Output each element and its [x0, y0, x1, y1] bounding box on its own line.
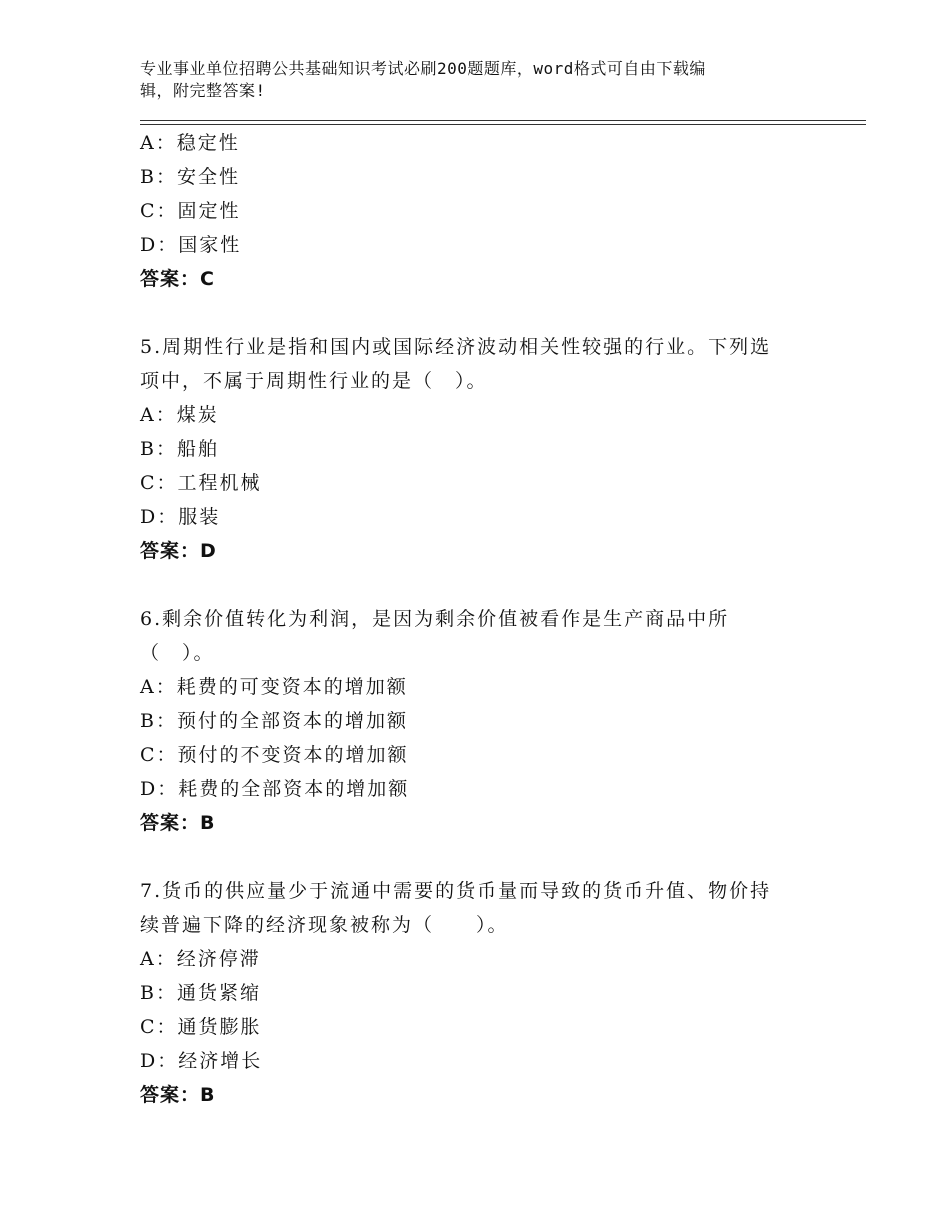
- header-line-2: 辑，附完整答案!: [140, 81, 266, 100]
- header-divider-thin: [140, 124, 866, 125]
- option-d: D：国家性: [140, 234, 242, 256]
- option-c: C：预付的不变资本的增加额: [140, 744, 409, 766]
- option-b: B：船舶: [140, 438, 219, 460]
- question-5: [140, 330, 810, 568]
- option-a: A：煤炭: [140, 404, 219, 426]
- header-divider-thick: [140, 120, 866, 121]
- option-d: D：服装: [140, 506, 221, 528]
- answer: 答案：C: [140, 268, 215, 290]
- header-line-1: 专业事业单位招聘公共基础知识考试必刷200题题库，word格式可自由下载编: [140, 59, 706, 78]
- option-c: C：工程机械: [140, 472, 262, 494]
- question-stem-line-2: 项中，不属于周期性行业的是（ ）。: [140, 370, 488, 392]
- option-a: A：经济停滞: [140, 948, 261, 970]
- answer: 答案：B: [140, 1084, 216, 1106]
- option-d: D：耗费的全部资本的增加额: [140, 778, 410, 800]
- question-6: [140, 602, 810, 840]
- document-body: [140, 126, 810, 1112]
- question-stem-line-1: 5.周期性行业是指和国内或国际经济波动相关性较强的行业。下列选: [140, 336, 772, 358]
- question-stem-line-1: 7.货币的供应量少于流通中需要的货币量而导致的货币升值、物价持: [140, 880, 772, 902]
- question-4: [140, 126, 810, 296]
- option-d: D：经济增长: [140, 1050, 263, 1072]
- option-b: B：预付的全部资本的增加额: [140, 710, 408, 732]
- answer: 答案：B: [140, 812, 216, 834]
- option-b: B：安全性: [140, 166, 240, 188]
- document-header: [140, 58, 790, 102]
- answer: 答案：D: [140, 540, 217, 562]
- question-stem-line-1: 6.剩余价值转化为利润，是因为剩余价值被看作是生产商品中所: [140, 608, 730, 630]
- option-c: C：通货膨胀: [140, 1016, 262, 1038]
- question-stem-line-2: （ ）。: [140, 642, 215, 664]
- option-b: B：通货紧缩: [140, 982, 261, 1004]
- question-stem-line-2: 续普遍下降的经济现象被称为（ ）。: [140, 914, 509, 936]
- option-a: A：耗费的可变资本的增加额: [140, 676, 408, 698]
- question-7: [140, 874, 810, 1112]
- option-a: A：稳定性: [140, 132, 240, 154]
- option-c: C：固定性: [140, 200, 241, 222]
